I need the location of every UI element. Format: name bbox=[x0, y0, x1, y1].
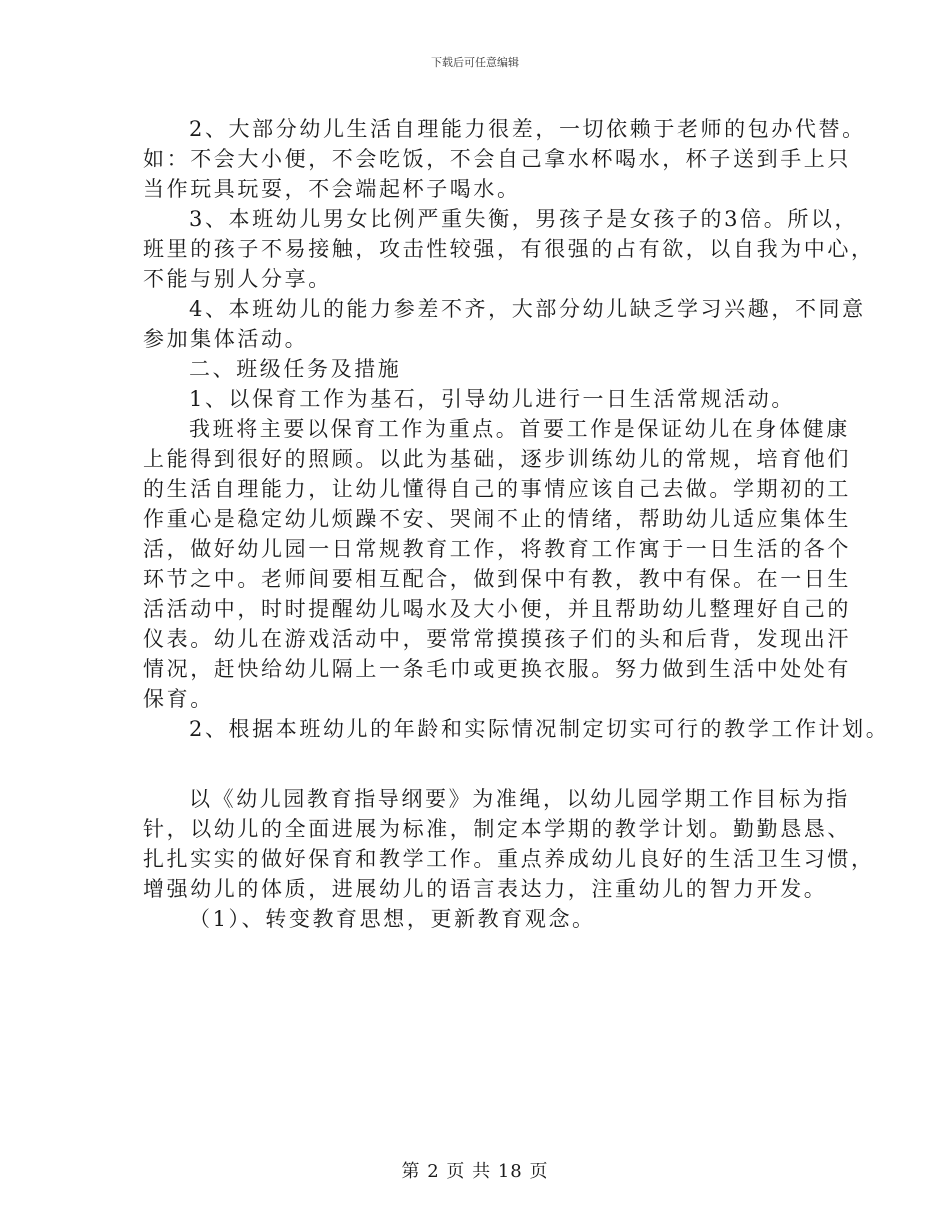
text-line: 以《幼儿园教育指导纲要》为准绳，以幼儿园学期工作目标为指 bbox=[189, 787, 850, 811]
text-line: 3、本班幼儿男女比例严重失衡，男孩子是女孩子的3倍。所以， bbox=[189, 207, 859, 231]
text-line: 班里的孩子不易接触，攻击性较强，有很强的占有欲，以自我为中心， bbox=[143, 237, 875, 261]
subsection-heading: 2、根据本班幼儿的年龄和实际情况制定切实可行的教学工作计划。 bbox=[189, 717, 890, 741]
page-header: 下载后可任意编辑 bbox=[431, 56, 519, 69]
section-heading: 二、班级任务及措施 bbox=[189, 357, 402, 381]
document-text bbox=[143, 114, 890, 934]
text-line: 情况，赶快给幼儿隔上一条毛巾或更换衣服。努力做到生活中处处有 bbox=[143, 657, 851, 681]
text-line: 当作玩具玩耍，不会端起杯子喝水。 bbox=[143, 177, 521, 201]
text-line: 2、大部分幼儿生活自理能力很差，一切依赖于老师的包办代替。 bbox=[189, 117, 866, 141]
page-footer: 第 2 页 共 18 页 bbox=[401, 1161, 549, 1182]
text-line: 如：不会大小便，不会吃饭，不会自己拿水杯喝水，杯子送到手上只 bbox=[143, 147, 851, 171]
subsection-heading: 1、以保育工作为基石，引导幼儿进行一日生活常规活动。 bbox=[189, 387, 795, 411]
text-line: 保育。 bbox=[143, 687, 214, 711]
text-line: 上能得到很好的照顾。以此为基础，逐步训练幼儿的常规，培育他们 bbox=[143, 447, 851, 471]
text-line: 参加集体活动。 bbox=[143, 327, 309, 351]
text-line: 仪表。幼儿在游戏活动中，要常常摸摸孩子们的头和后背，发现出汗 bbox=[143, 627, 851, 651]
text-line: 的生活自理能力，让幼儿懂得自己的事情应该自己去做。学期初的工 bbox=[143, 477, 851, 501]
text-line: 活活动中，时时提醒幼儿喝水及大小便，并且帮助幼儿整理好自己的 bbox=[143, 597, 851, 621]
text-line: 增强幼儿的体质，进展幼儿的语言表达力，注重幼儿的智力开发。 bbox=[143, 877, 828, 901]
subsection-heading: （1）、转变教育思想，更新教育观念。 bbox=[189, 907, 596, 931]
text-line: 我班将主要以保育工作为重点。首要工作是保证幼儿在身体健康 bbox=[189, 417, 850, 441]
text-line: 活，做好幼儿园一日常规教育工作，将教育工作寓于一日生活的各个 bbox=[143, 537, 851, 561]
text-line: 扎扎实实的做好保育和教学工作。重点养成幼儿良好的生活卫生习惯， bbox=[143, 847, 875, 871]
text-line: 4、本班幼儿的能力参差不齐，大部分幼儿缺乏学习兴趣，不同意 bbox=[189, 297, 866, 321]
text-line: 不能与别人分享。 bbox=[143, 267, 332, 291]
document-body bbox=[143, 114, 890, 934]
text-line: 针，以幼儿的全面进展为标准，制定本学期的教学计划。勤勤恳恳、 bbox=[143, 817, 851, 841]
text-line: 作重心是稳定幼儿烦躁不安、哭闹不止的情绪，帮助幼儿适应集体生 bbox=[143, 507, 851, 531]
text-line: 环节之中。老师间要相互配合，做到保中有教，教中有保。在一日生 bbox=[143, 567, 851, 591]
